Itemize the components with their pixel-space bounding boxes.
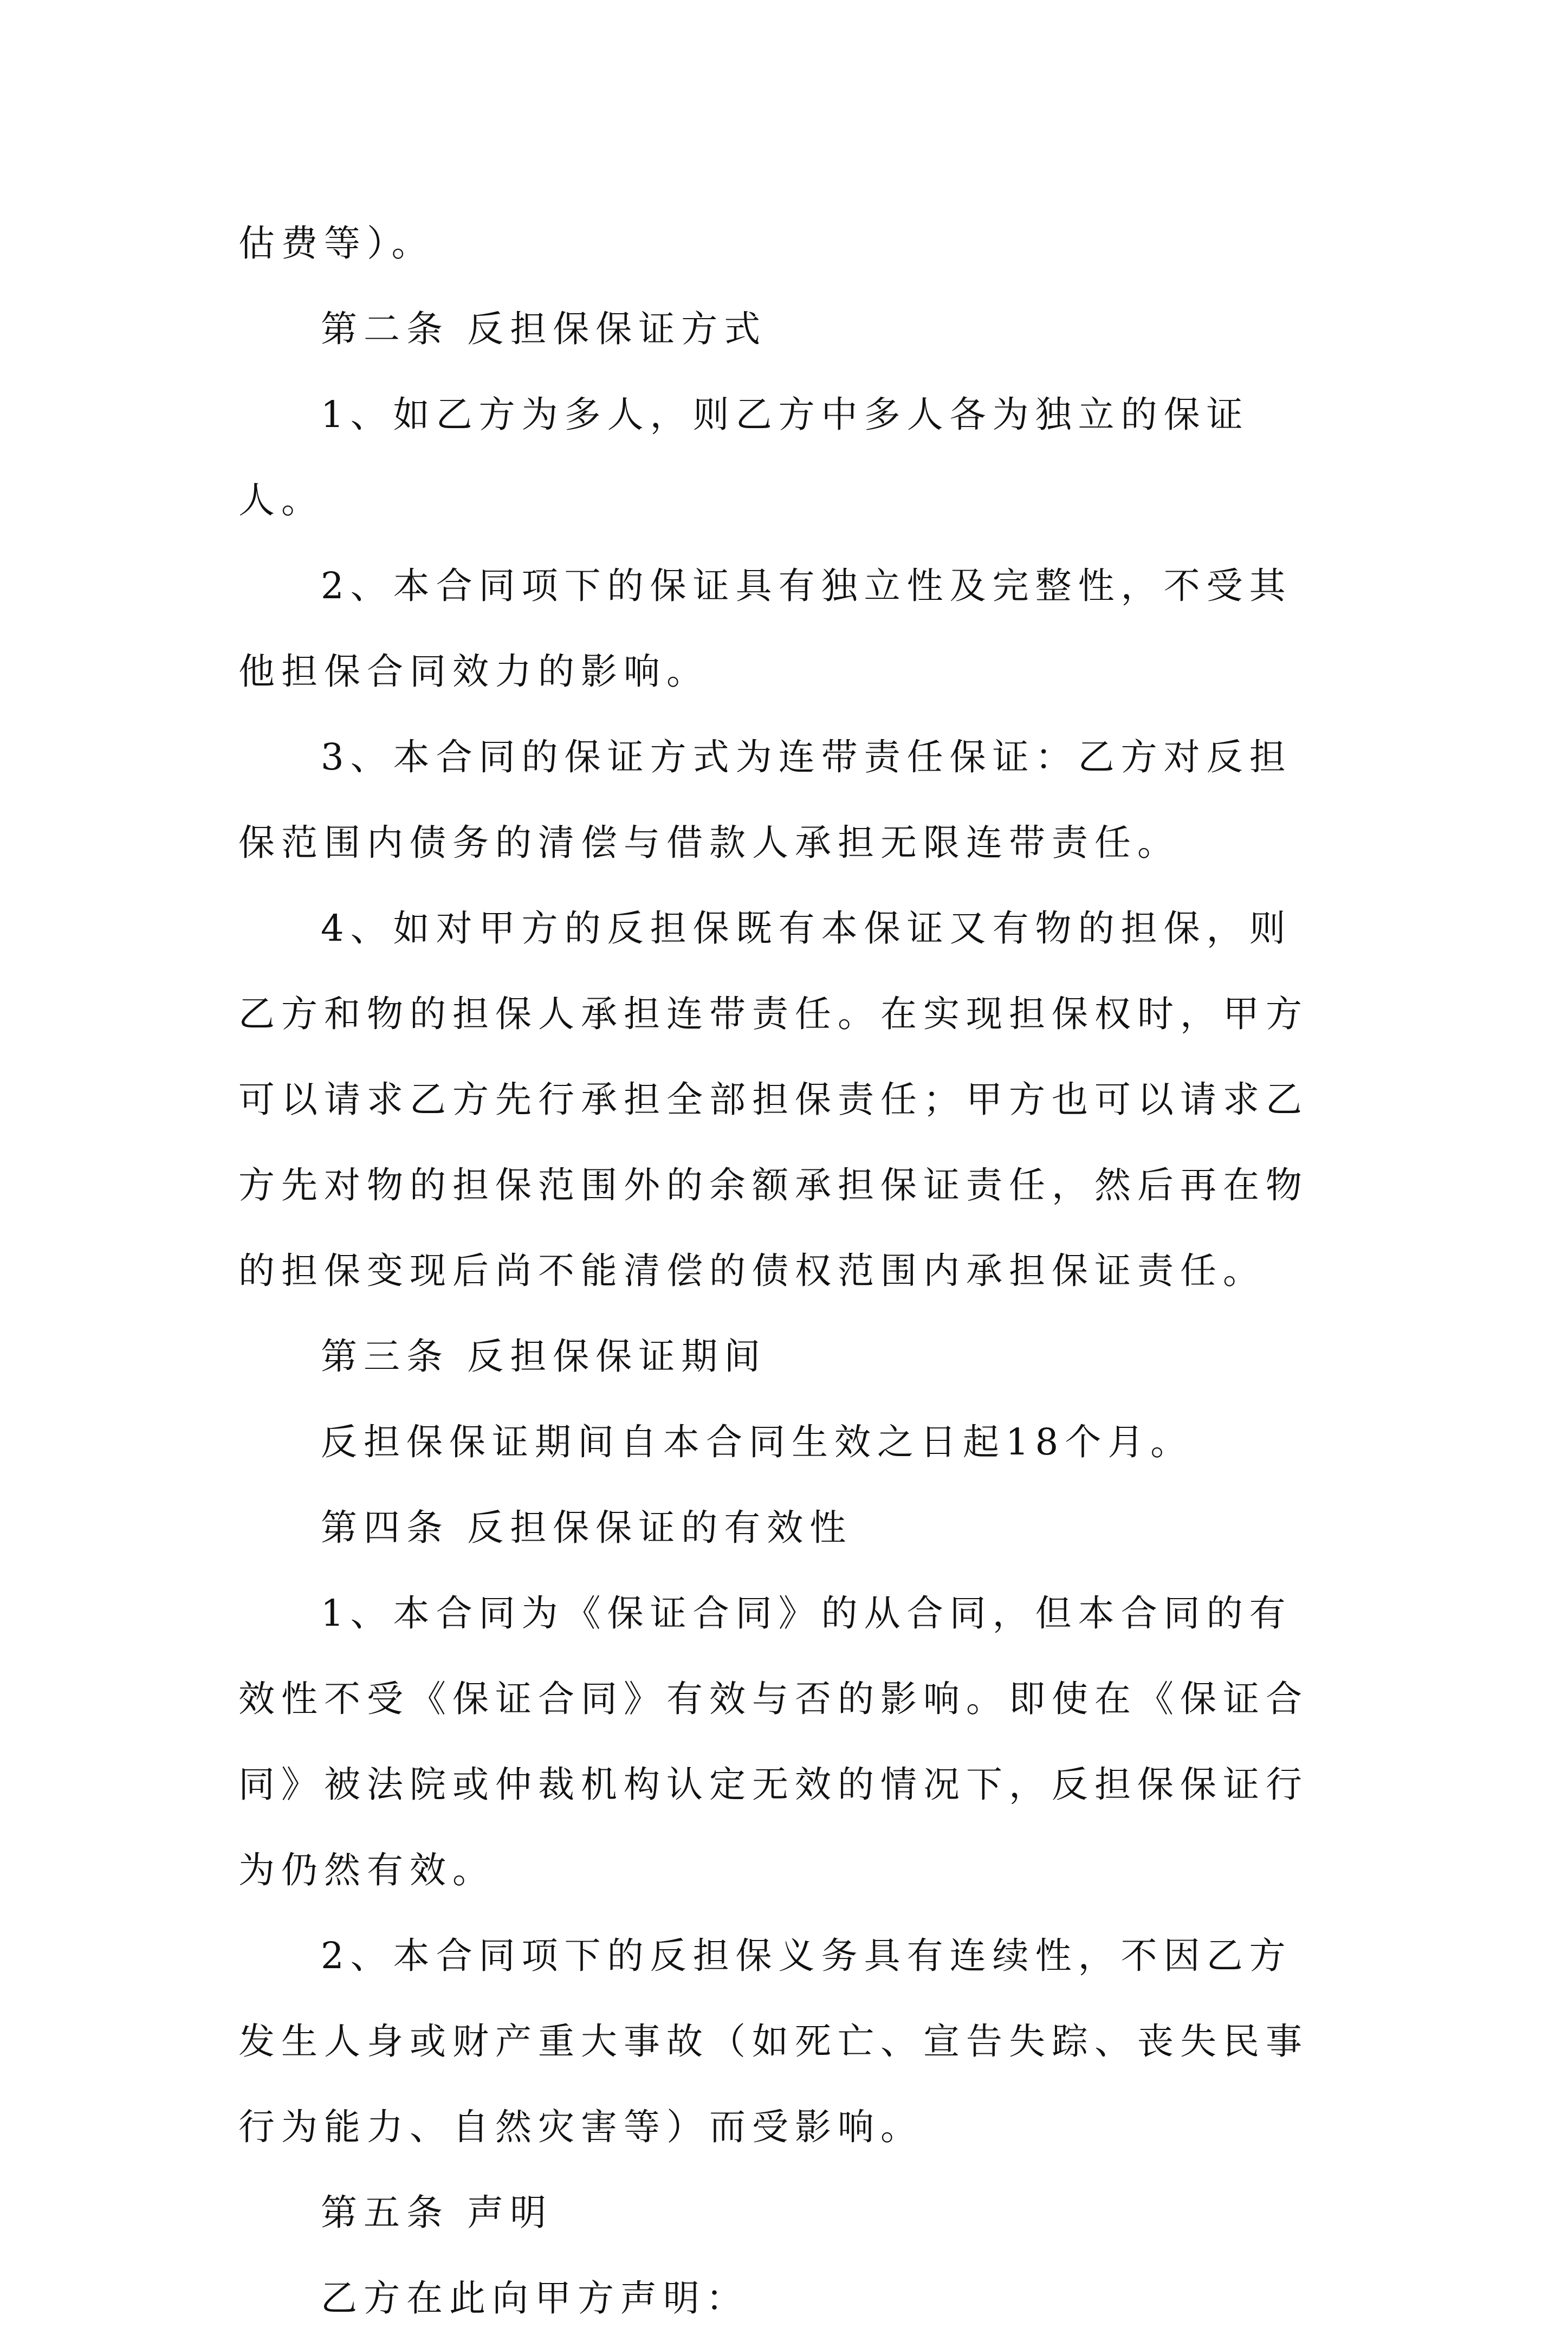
document-body: [238, 201, 1327, 2341]
article-3-heading: 第三条 反担保保证期间: [321, 1335, 767, 1378]
article-4-clause-1: 1、本合同为《保证合同》的从合同，但本合同的有效性不受《保证合同》有效与否的影响。即使在《保证合同》被法院或仲裁机构认定无效的情况下，反担保保证行为仍然有效。: [238, 1592, 1308, 1891]
article-5-body: 乙方在此向甲方声明：: [321, 2277, 749, 2319]
article-2-clause-1: 1、如乙方为多人，则乙方中多人各为独立的保证人。: [238, 393, 1249, 521]
article-3-body: 反担保保证期间自本合同生效之日起18个月。: [321, 1421, 1194, 1463]
article-2-clause-3: 3、本合同的保证方式为连带责任保证：乙方对反担保范围内债务的清偿与借款人承担无限连带责任。: [238, 736, 1292, 864]
article-5-heading: 第五条 声明: [321, 2191, 553, 2234]
paragraph-continuation: 估费等）。: [238, 222, 435, 264]
article-2-clause-2: 2、本合同项下的保证具有独立性及完整性，不受其他担保合同效力的影响。: [238, 565, 1292, 693]
article-4-heading: 第四条 反担保保证的有效性: [321, 1506, 853, 1549]
article-2-clause-4: 4、如对甲方的反担保既有本保证又有物的担保，则乙方和物的担保人承担连带责任。在实现担保权时，甲方可以请求乙方先行承担全部担保责任；甲方也可以请求乙方先对物的担保范围外的余额承担保证责任，然后再在物的担保变现后尚不能清偿的债权范围内承担保证责任。: [238, 907, 1308, 1292]
article-2-heading: 第二条 反担保保证方式: [321, 308, 767, 350]
article-4-clause-2: 2、本合同项下的反担保义务具有连续性，不因乙方发生人身或财产重大事故（如死亡、宣告失踪、丧失民事行为能力、自然灾害等）而受影响。: [238, 1935, 1308, 2148]
